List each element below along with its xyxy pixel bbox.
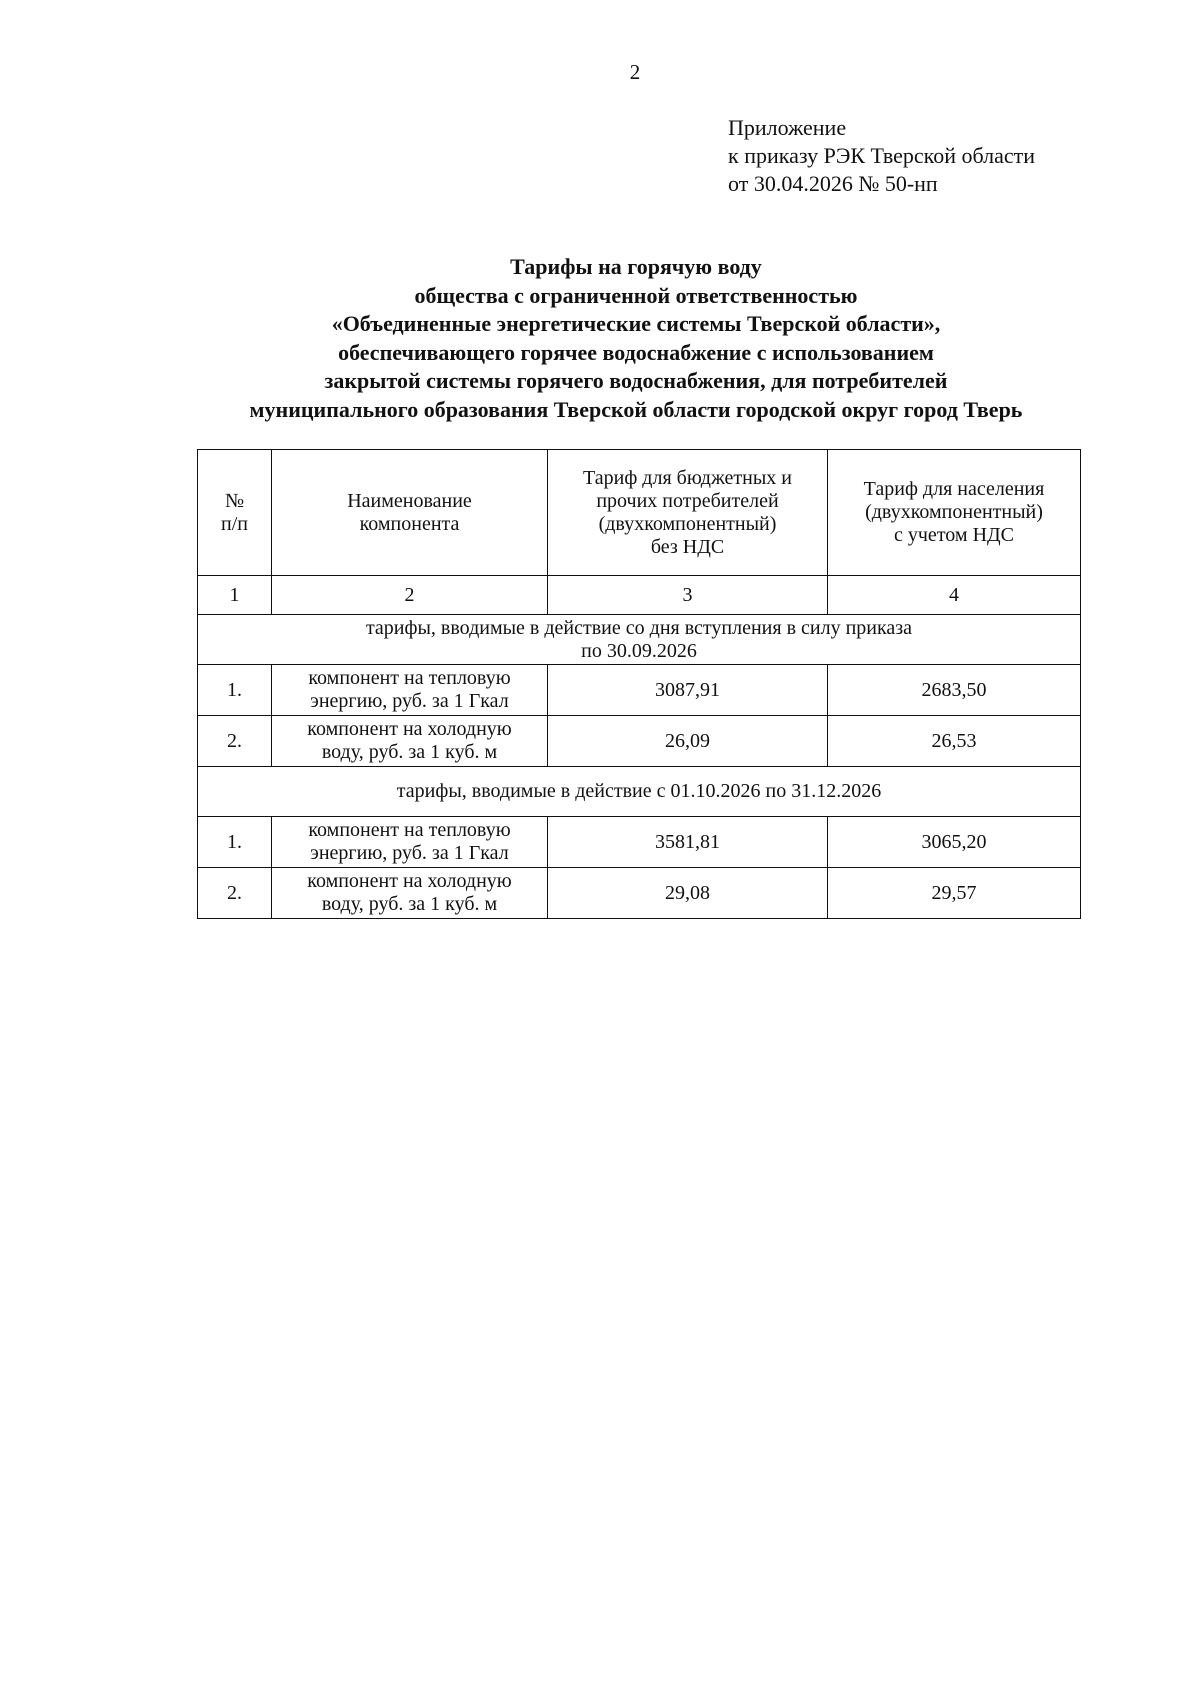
header-cell-number [198, 450, 272, 576]
component-name-text: воду, руб. за 1 куб. м [321, 741, 498, 763]
table-row [198, 665, 1081, 716]
component-name-text: компонент на холодную [307, 718, 512, 740]
budget-tariff-cell: 29,08 [548, 868, 828, 919]
period-title-cell [198, 767, 1081, 817]
title-line: Тарифы на горячую воду [510, 254, 762, 279]
tariff-table [197, 449, 1081, 919]
header-text: (двухкомпонентный) [598, 512, 777, 535]
title-line: общества с ограниченной ответственностью [414, 282, 858, 308]
component-name-cell [272, 817, 548, 868]
period-title-row [198, 615, 1081, 665]
row-number-cell: 1. [198, 665, 272, 716]
appendix-block [728, 114, 1035, 198]
column-number-row [198, 576, 1081, 615]
population-tariff-cell: 3065,20 [828, 817, 1081, 868]
header-text: Наименование [347, 489, 472, 512]
component-name-cell [272, 868, 548, 919]
component-name-text: энергию, руб. за 1 Гкал [310, 690, 509, 712]
component-name-cell [272, 716, 548, 767]
column-number-cell: 1 [198, 576, 272, 615]
column-number-cell: 3 [548, 576, 828, 615]
period-title-cell [198, 615, 1081, 665]
column-number-cell: 2 [272, 576, 548, 615]
period-title-row [198, 767, 1081, 817]
title-line: «Объединенные энергетические системы Тверской области», [331, 311, 941, 336]
title-line: муниципального образования Тверской области городской округ город Тверь [249, 396, 1023, 422]
header-text: п/п [221, 512, 248, 535]
component-name-cell [272, 665, 548, 716]
budget-tariff-cell: 3581,81 [548, 817, 828, 868]
period-title-text: по 30.09.2026 [581, 639, 697, 662]
population-tariff-cell: 2683,50 [828, 665, 1081, 716]
header-cell-population [828, 450, 1081, 576]
title-line: обеспечивающего горячее водоснабжение с использованием [338, 339, 934, 365]
appendix-line: Приложение [728, 115, 847, 140]
header-text: Тариф для населения [863, 478, 1045, 500]
period-title-text: тарифы, вводимые в действие с 01.10.2026 по 31.12.2026 [396, 780, 882, 802]
document-title [190, 253, 1082, 424]
table-header-row [198, 450, 1081, 576]
header-text: прочих потребителей [596, 489, 779, 512]
header-text: компонента [359, 512, 460, 535]
budget-tariff-cell: 3087,91 [548, 665, 828, 716]
appendix-line: к приказу РЭК Тверской области [728, 143, 1036, 168]
component-name-text: компонент на тепловую [308, 819, 511, 841]
row-number-cell: 1. [198, 817, 272, 868]
table-row [198, 716, 1081, 767]
header-cell-budget [548, 450, 828, 576]
header-cell-name [272, 450, 548, 576]
header-text: с учетом НДС [894, 524, 1014, 546]
header-text: без НДС [650, 535, 725, 558]
row-number-cell: 2. [198, 868, 272, 919]
component-name-text: компонент на холодную [307, 870, 512, 892]
row-number-cell: 2. [198, 716, 272, 767]
period-title-text: тарифы, вводимые в действие со дня вступления в силу приказа [365, 616, 913, 639]
header-text: № [224, 489, 245, 512]
table-row [198, 868, 1081, 919]
appendix-line: от 30.04.2026 № 50-нп [728, 171, 938, 196]
page-number: 2 [629, 60, 641, 84]
component-name-text: компонент на тепловую [308, 667, 511, 689]
population-tariff-cell: 29,57 [828, 868, 1081, 919]
table-row [198, 817, 1081, 868]
title-line: закрытой системы горячего водоснабжения, для потребителей [324, 368, 948, 393]
component-name-text: энергию, руб. за 1 Гкал [310, 842, 509, 864]
column-number-cell: 4 [828, 576, 1081, 615]
budget-tariff-cell: 26,09 [548, 716, 828, 767]
population-tariff-cell: 26,53 [828, 716, 1081, 767]
header-text: (двухкомпонентный) [865, 501, 1043, 523]
component-name-text: воду, руб. за 1 куб. м [321, 893, 498, 915]
header-text: Тариф для бюджетных и [583, 466, 792, 489]
